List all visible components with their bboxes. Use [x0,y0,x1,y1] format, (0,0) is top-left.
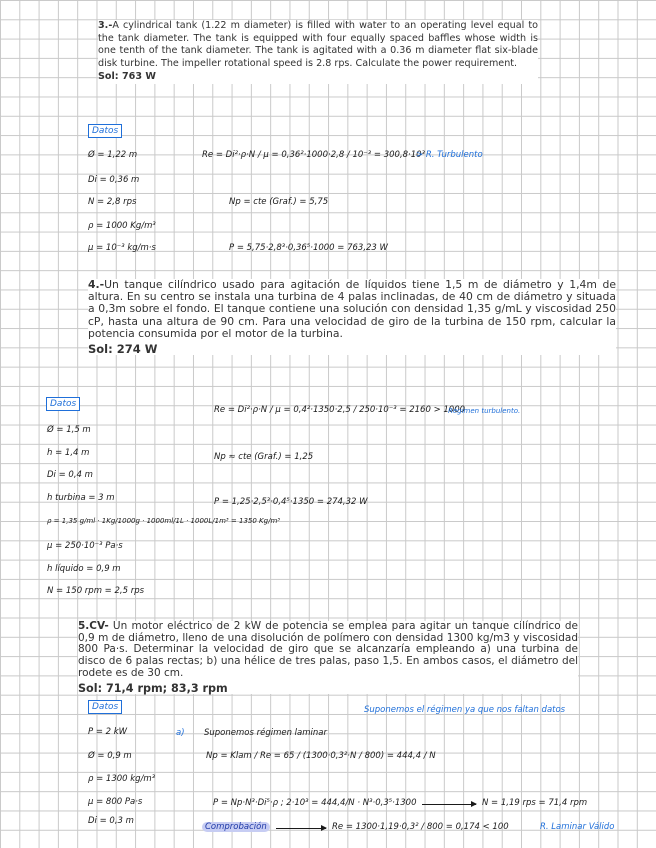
data-4-viscosity: μ = 250·10⁻³ Pa·s [47,541,123,551]
data-5-impeller: Di = 0,3 m [88,816,134,826]
data-4-density: ρ = 1,35 g/ml · 1Kg/1000g · 1000ml/1L · 1000L/1m³ = 1350 Kg/m³ [47,517,281,525]
result-5: N = 1,19 rps = 71,4 rpm [482,798,588,808]
data-4-height: h = 1,4 m [47,448,90,458]
data-3-viscosity: μ = 10⁻³ kg/m·s [88,243,156,253]
np-3: Np = cte (Graf.) = 5,75 [229,197,329,207]
problem-4 [88,279,616,355]
data-3-impeller: Di = 0,36 m [88,175,140,185]
check-arrow [276,828,326,829]
assumption-5: Suponemos el régimen ya que nos faltan datos [364,705,566,715]
data-5-density: ρ = 1300 kg/m³ [88,774,156,784]
problem-4-solution: Sol: 274 W [88,342,158,357]
reynolds-4: Re = Di²·ρ·N / μ = 0,4²·1350·2,5 / 250·10⁻³ = 2160 > 1000 [214,405,466,415]
data-5-diameter: Ø = 0,9 m [88,751,132,761]
problem-5-number: 5.CV- [78,620,109,632]
problem-3-solution: Sol: 763 W [98,71,156,83]
problem-5-text: 5.CV- Un motor eléctrico de 2 kW de potencia se emplea para agitar un tanque cilíndrico de 0,9 m de diámetro, lleno de una disolución de polímero con densidad 1300 kg/m3 y viscosidad 800 Pa·s. Determinar la velocidad de giro que se alcanzaría empleando a) una turbina de disco de 6 palas rectas; b) una hélice de tres palas, paso 1,5. En ambos casos, el diámetro del rodete es de 30 cm. [78,620,578,679]
regime-4: Régimen turbulento. [448,407,521,415]
data-4-turbine-height: h turbina = 3 m [47,493,115,503]
result-arrow [422,804,476,805]
reynolds-3: Re = Di²·ρ·N / μ = 0,36²·1000·2,8 / 10⁻³ = 300,8·10³ [202,150,425,160]
problem-5 [78,621,578,694]
data-4-speed: N = 150 rpm = 2,5 rps [47,586,145,596]
data-3-density: ρ = 1000 Kg/m³ [88,221,156,231]
check-result: R. Laminar Válido [540,822,615,832]
np-4: Np ≈ cte (Graf.) = 1,25 [214,452,314,462]
laminar-assumption: Suponemos régimen laminar [204,728,327,738]
datos-label-3: Datos [88,124,122,138]
problem-4-number: 4.- [88,278,105,291]
regime-3: > R. Turbulento [416,150,483,160]
check-label: Comprobación [202,822,270,832]
data-4-impeller: Di = 0,4 m [47,470,93,480]
problem-3 [98,20,538,84]
data-3-speed: N = 2,8 rps [88,197,137,207]
power-5: P = Np·N³·Di⁵·ρ ; 2·10³ = 444,4/N · N³·0,3⁵·1300 [213,798,417,808]
problem-5-solution: Sol: 71,4 rpm; 83,3 rpm [78,681,228,695]
part-a-label: a) [176,728,185,738]
problem-3-text: 3.-A cylindrical tank (1.22 m diameter) is filled with water to an operating level equal to the tank diameter. The tank is equipped with four equally spaced baffles whose width is one tenth of the tank diameter. The tank is agitated with a 0.36 m diameter flat six-blade disk turbine. The impeller rotational speed is 2.8 rps. Calculate the power requirement. [98,20,538,69]
datos-label-4: Datos [46,397,80,411]
data-5-power: P = 2 kW [88,727,128,737]
data-4-diameter: Ø = 1,5 m [47,425,91,435]
check-5: Re = 1300·1,19·0,3² / 800 = 0,174 < 100 [332,822,509,832]
problem-3-number: 3.- [98,20,113,31]
data-5-viscosity: μ = 800 Pa·s [88,797,143,807]
problem-4-text: 4.-Un tanque cilíndrico usado para agitación de líquidos tiene 1,5 m de diámetro y 1,4m de altura. En su centro se instala una turbina de 4 palas inclinadas, de 40 cm de diámetro y situada a 0,3m sobre el fondo. El tanque contiene una solución con densidad 1,35 g/mL y viscosidad 250 cP, hasta una altura de 90 cm. Para una velocidad de giro de la turbina de 150 rpm, calcular la potencia consumida por el motor de la turbina. [88,278,616,340]
power-4: P = 1,25·2,5³·0,4⁵·1350 = 274,32 W [214,497,368,507]
np-5: Np = Klam / Re = 65 / (1300·0,3²·N / 800) = 444,4 / N [206,751,436,761]
data-3-diameter: Ø = 1,22 m [88,150,138,160]
datos-label-5: Datos [88,700,122,714]
data-4-liquid-height: h líquido = 0,9 m [47,564,121,574]
power-3: P = 5,75·2,8³·0,36⁵·1000 = 763,23 W [229,243,388,253]
